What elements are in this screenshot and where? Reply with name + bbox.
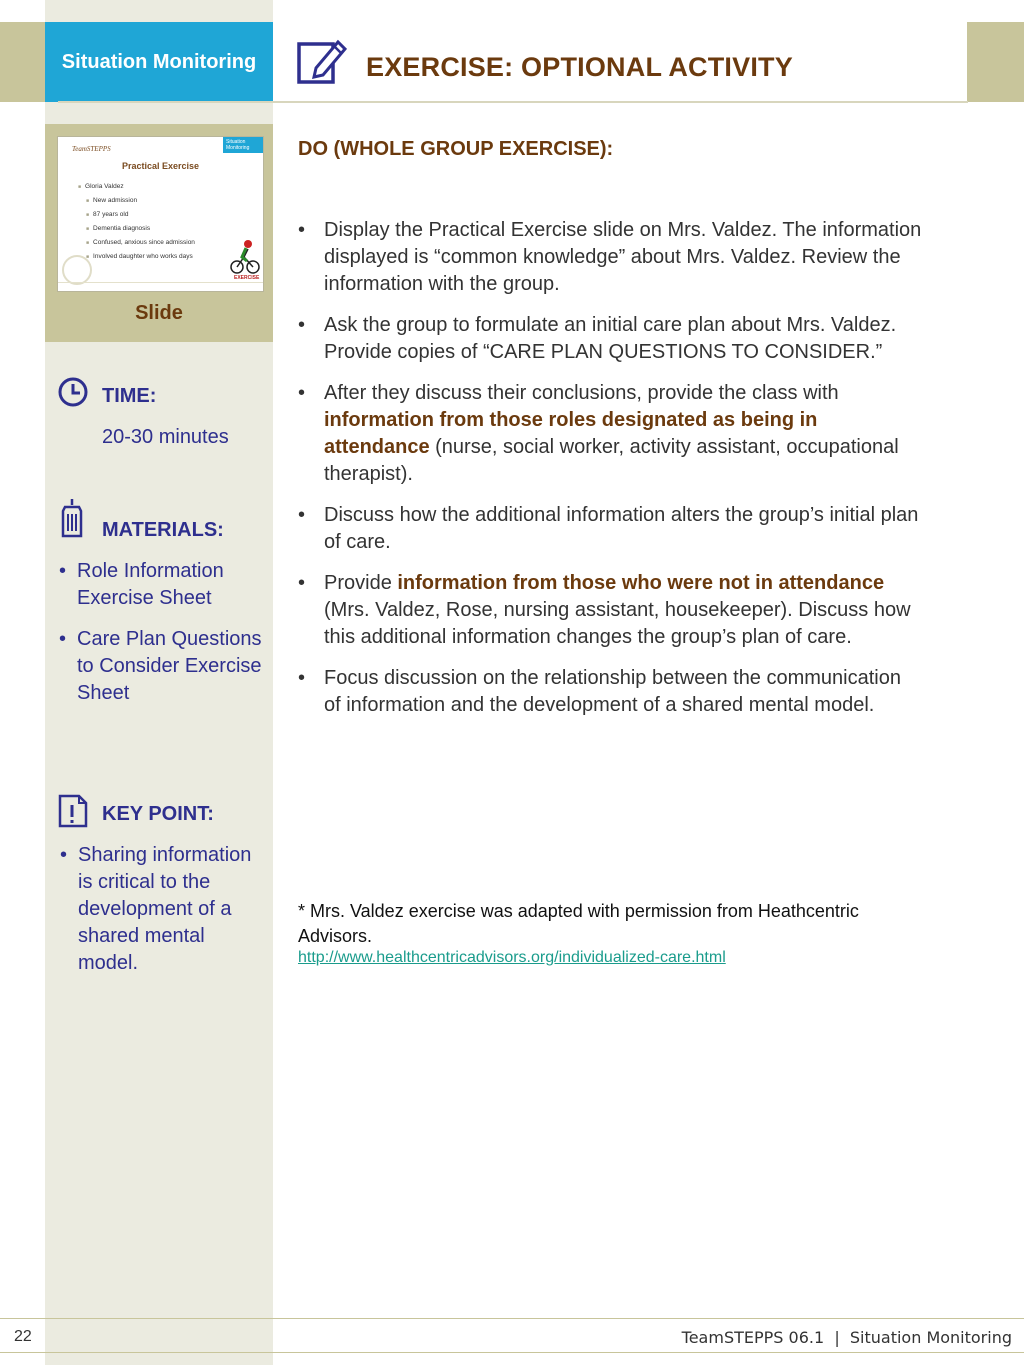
instruction-item: • Ask the group to formulate an initial care plan about Mrs. Valdez. Provide copies of “CARE PLAN QUESTIONS TO CONSIDER.”: [298, 312, 923, 366]
thumb-brand: TeamSTEPPS: [72, 145, 111, 153]
instruction-item: • Provide information from those who were not in attendance (Mrs. Valdez, Rose, nursing assistant, housekeeper). Discuss how this additional information changes the group’s plan of care.: [298, 570, 923, 651]
instruction-item: • Focus discussion on the relationship between the communication of information and the development of a shared mental model.: [298, 665, 923, 719]
thumb-bullet: ■ Gloria Valdez: [78, 180, 195, 194]
thumb-footer: [58, 282, 263, 291]
section-tab: [45, 22, 273, 102]
instruction-item: • Display the Practical Exercise slide on Mrs. Valdez. The information displayed is “common knowledge” about Mrs. Valdez. Review the information with the group.: [298, 217, 923, 298]
thumb-bullet: ■ 87 years old: [86, 208, 195, 222]
footer-rule-top: [0, 1318, 1024, 1319]
edit-note-icon: [296, 34, 348, 86]
footnote-link[interactable]: http://www.healthcentricadvisors.org/individualized-care.html: [298, 949, 726, 966]
clock-icon: [57, 376, 89, 408]
instruction-item: • Discuss how the additional information alters the group’s initial plan of care.: [298, 502, 923, 556]
thumb-bullet: ■ Confused, anxious since admission: [86, 236, 195, 250]
materials-item: • Care Plan Questions to Consider Exercise Sheet: [57, 626, 267, 707]
thumb-bullets: [78, 180, 195, 264]
clipboard-icon: [59, 497, 85, 539]
thumb-bullet: ■ Dementia diagnosis: [86, 222, 195, 236]
section-tab-label: Situation Monitoring: [61, 51, 257, 73]
do-heading: DO (WHOLE GROUP EXERCISE):: [298, 138, 614, 160]
materials-item: • Role Information Exercise Sheet: [57, 558, 267, 612]
key-point-item: • Sharing information is critical to the development of a shared mental model.: [58, 842, 258, 977]
time-heading: TIME:: [102, 385, 157, 407]
materials-heading: MATERIALS:: [102, 519, 224, 541]
time-value: 20-30 minutes: [102, 426, 229, 448]
page-title: EXERCISE: OPTIONAL ACTIVITY: [366, 52, 793, 82]
footer-rule-bottom: [0, 1352, 1024, 1353]
instruction-list: [298, 217, 923, 733]
thumb-title: Practical Exercise: [121, 161, 200, 171]
thumb-bullet: ■ Involved daughter who works days: [86, 250, 195, 264]
thumb-tab: Situation Monitoring: [223, 137, 263, 153]
key-point-list: [58, 842, 258, 991]
slide-thumbnail: [57, 136, 264, 292]
footer-title: TeamSTEPPS 06.1 | Situation Monitoring: [681, 1328, 1012, 1347]
cyclist-icon: [230, 237, 260, 275]
key-point-heading: KEY POINT:: [102, 803, 214, 825]
footnote: * Mrs. Valdez exercise was adapted with permission from Heathcentric Advisors.: [298, 901, 859, 946]
slide-label: Slide: [135, 302, 183, 324]
header-divider: [58, 101, 968, 103]
thumb-bullet: ■ New admission: [86, 194, 195, 208]
instruction-item: • After they discuss their conclusions, provide the class with information from those roles designated as being in attendance (nurse, social worker, activity assistant, occupational therapist).: [298, 380, 923, 488]
key-point-icon: [57, 793, 89, 829]
page-number: 22: [14, 1328, 32, 1345]
thumb-logo-mark: [62, 255, 92, 285]
materials-list: [57, 558, 267, 721]
thumb-badge: EXERCISE: [234, 275, 260, 281]
